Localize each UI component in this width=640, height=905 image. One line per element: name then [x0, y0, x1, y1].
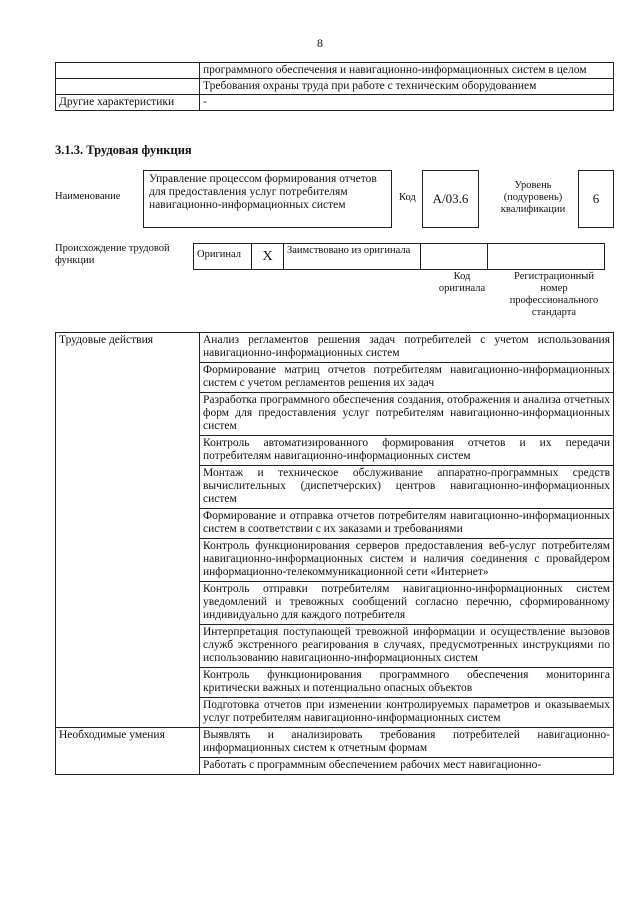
table-cell: программного обеспечения и навигационно-информационных систем в целом	[200, 63, 614, 79]
original-label: Оригинал	[193, 243, 252, 270]
page-number: 8	[317, 36, 323, 50]
function-details-table	[55, 332, 614, 775]
continuation-table	[55, 62, 614, 111]
labor-action-item: Формирование и отправка отчетов потребителям навигационно-информационных систем в соответствии с их заказами и требованиями	[200, 509, 614, 539]
row-label-labor-actions: Трудовые действия	[56, 333, 200, 728]
code-label: Код	[399, 192, 416, 203]
table-cell-empty	[56, 79, 200, 95]
labor-action-item: Интерпретация поступающей тревожной информации и осуществление вызовов служб экстренного реагирования в случаях, предусмотренных инструкциями по использованию навигационно-информационных систем	[200, 625, 614, 668]
labor-action-item: Формирование матриц отчетов потребителям навигационно-информационных систем с учетом регламентов решения их задач	[200, 363, 614, 393]
origin-row	[193, 243, 604, 270]
code-original-box	[420, 243, 488, 270]
table-row	[56, 333, 614, 363]
table-cell: -	[200, 95, 614, 111]
code-value-box: А/03.6	[422, 170, 479, 228]
origin-label: Происхождение трудовой функции	[55, 243, 170, 266]
table-row	[56, 728, 614, 758]
name-label: Наименование	[55, 191, 121, 202]
section-title: 3.1.3. Трудовая функция	[55, 143, 192, 157]
row-label-required-skills: Необходимые умения	[56, 728, 200, 775]
level-value-box: 6	[578, 170, 614, 228]
table-row	[56, 63, 614, 79]
reg-number-caption: Регистрационный номер профессионального стандарта	[509, 271, 599, 318]
function-name-box: Управление процессом формирования отчетов для предоставления услуг потребителям навигационно-информационных систем	[143, 170, 392, 228]
labor-action-item: Контроль функционирования программного обеспечения мониторинга критически важных и потенциально опасных объектов	[200, 668, 614, 698]
table-row	[56, 79, 614, 95]
code-original-caption: Код оригинала	[438, 271, 486, 294]
labor-action-item: Контроль автоматизированного формирования отчетов и их передачи потребителям навигационно-информационных систем	[200, 436, 614, 466]
reg-number-box	[487, 243, 605, 270]
table-cell: Требования охраны труда при работе с техническим оборудованием	[200, 79, 614, 95]
labor-action-item: Подготовка отчетов при изменении контролируемых параметров и оказываемых услуг потребителям навигационно-информационных систем	[200, 698, 614, 728]
labor-action-item: Анализ регламентов решения задач потребителей с учетом использования навигационно-информационных систем	[200, 333, 614, 363]
labor-action-item: Монтаж и техническое обслуживание аппаратно-программных средств вычислительных (диспетчерских) центров навигационно-информационных систем	[200, 466, 614, 509]
original-mark: X	[251, 243, 284, 270]
skill-item: Работать с программным обеспечением рабочих мест навигационно-	[200, 758, 614, 775]
labor-action-item: Контроль отправки потребителям навигационно-информационных систем уведомлений и тревожных сообщений согласно перечню, сформированному индивидуально для каждого потребителя	[200, 582, 614, 625]
table-cell-empty	[56, 63, 200, 79]
row-label-other-characteristics: Другие характеристики	[56, 95, 200, 111]
table-row	[56, 95, 614, 111]
borrowed-label: Заимствовано из оригинала	[283, 243, 421, 270]
labor-action-item: Контроль функционирования серверов предоставления веб-услуг потребителям навигационно-информационных систем и наличия соединения с провайдером информационно-телекоммуникационной сети «Интернет»	[200, 539, 614, 582]
skill-item: Выявлять и анализировать требования потребителей навигационно-информационных систем к отчетным формам	[200, 728, 614, 758]
labor-action-item: Разработка программного обеспечения создания, отображения и анализа отчетных форм для предоставления услуг потребителям навигационно-информационных систем	[200, 393, 614, 436]
level-label: Уровень (подуровень) квалификации	[500, 180, 566, 215]
